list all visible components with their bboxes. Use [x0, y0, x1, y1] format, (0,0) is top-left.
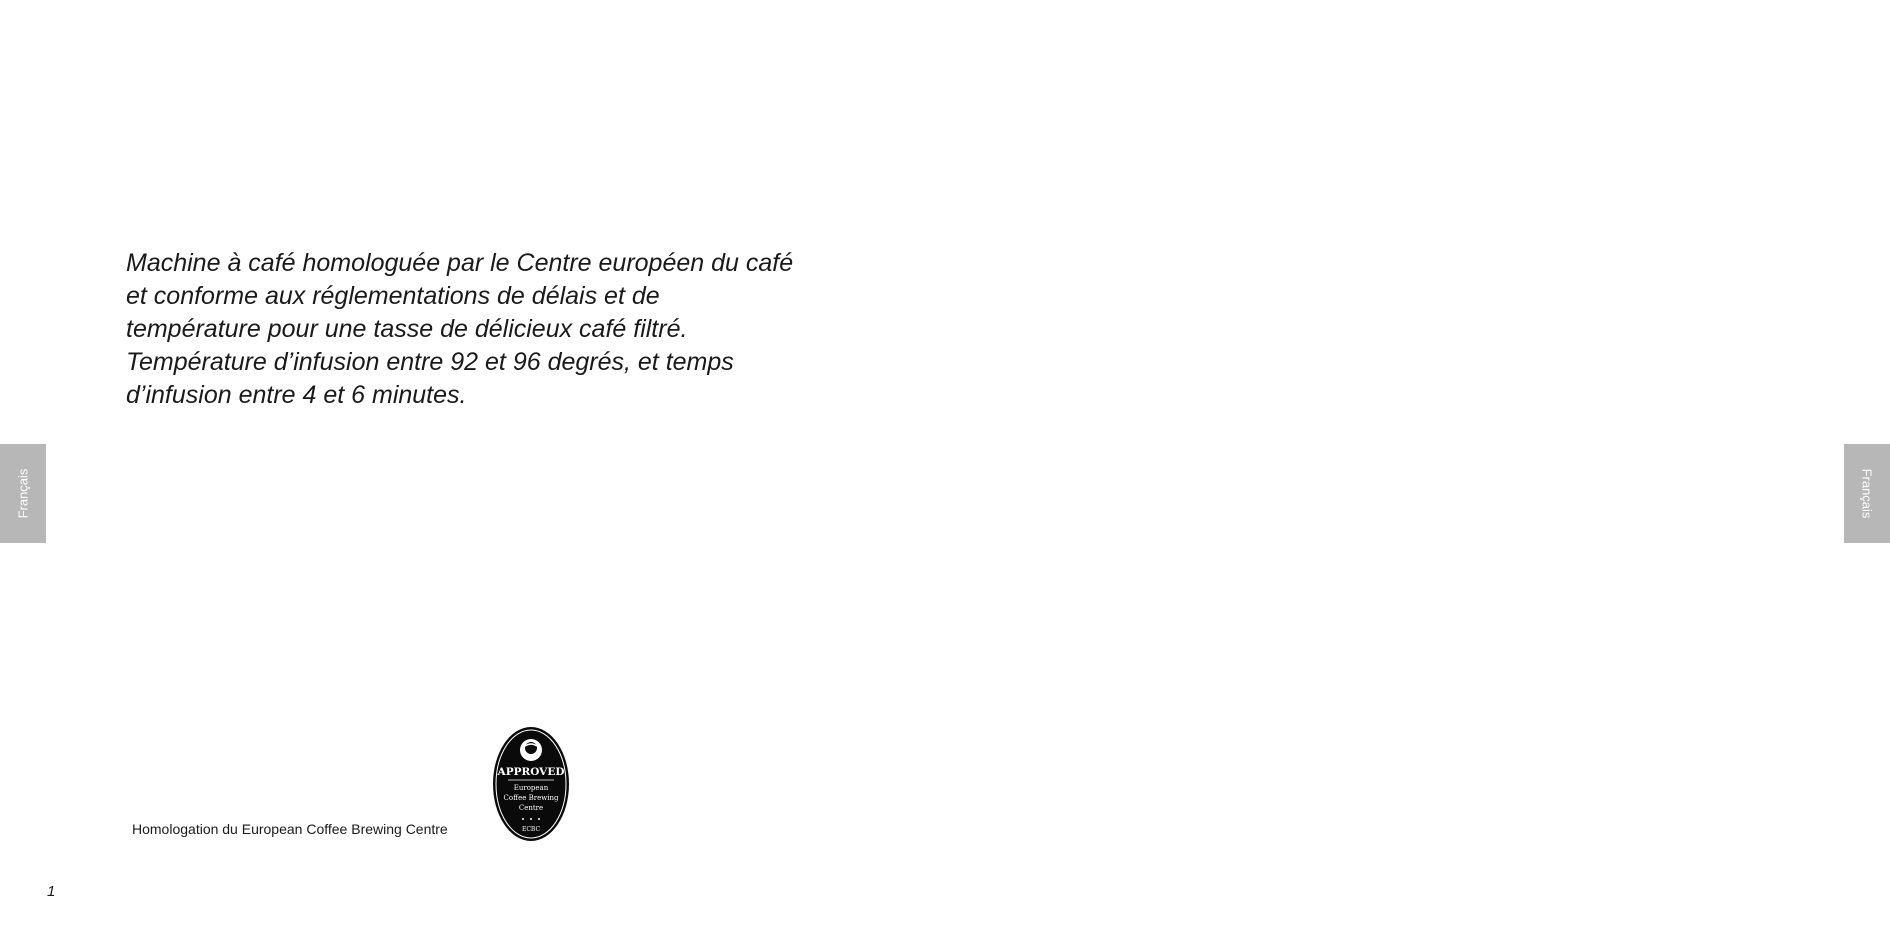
seal-approved-text: APPROVED	[497, 766, 565, 778]
language-tab-label: Français	[15, 468, 31, 519]
language-tab-label: Français	[1859, 468, 1875, 519]
page-number-left: 1	[47, 883, 56, 900]
seal-line-2: Coffee Brewing	[503, 794, 559, 802]
coffee-cup-icon	[520, 739, 542, 761]
intro-text: Machine à café homologuée par le Centre européen du café et conforme aux réglementations de délais et de température pour une tasse de délicieux café filtré. Température d’infusion entre 92 et 96 degrés, et temps d’infusion entre 4 et 6 minutes.	[126, 249, 794, 409]
right-page	[945, 0, 1890, 945]
language-tab-left	[0, 444, 46, 543]
language-tab-right	[1844, 444, 1890, 543]
ecbc-approval-seal	[492, 726, 570, 842]
seal-line-3: Centre	[518, 804, 544, 812]
seal-small-text: ECBC	[521, 826, 541, 833]
seal-line-1: European	[513, 784, 549, 792]
seal-caption: Homologation du European Coffee Brewing Centre	[132, 821, 448, 837]
